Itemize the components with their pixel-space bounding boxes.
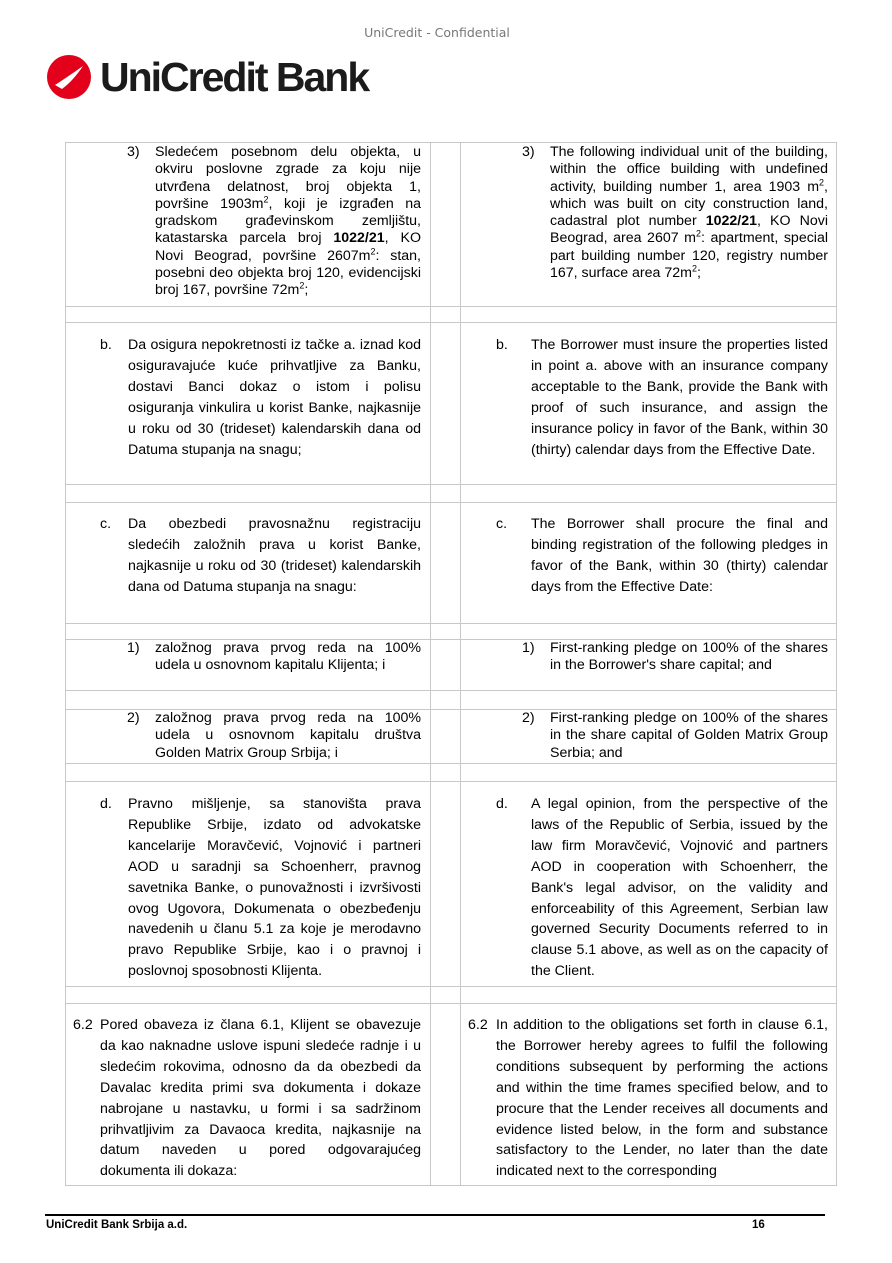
bilingual-table	[65, 142, 837, 1186]
sr-clause-3: 3) Sledećem posebnom delu objekta, u okviru poslovne zgrade za koju nije utvrđena delatnost, broj objekta 1, površine $1903m^2$, koji je izgrađen na gradskom građevinskom zemljištu, katastarska parcela broj 1022/21, KO Novi Beograd, površine $2607m^2$: stan, posebni deo objekta broj 120, evidencijski broj 167, površine $72m^2$;	[127, 144, 421, 299]
logo-text: UniCredit Bank	[100, 54, 369, 100]
sr-clause-6-2: 6.2 Pored obaveza iz člana 6.1, Klijent se obavezuje da kao naknadne uslove ispuni sledeće radnje i u sledećim rokovima, odnosno da da obezbedi da Davalac kredita primi sva dokumenta i dokaze nabrojane u nastavku, u formi i sa sadržinom prihvatljivim za Davaoca kredita, najkasnije na datum naveden u pored odgovarajućeg dokumenta ili dokaza:	[73, 1017, 421, 1180]
sr-pledge-2: 2) založnog prava prvog reda na 100% udela u osnovnom kapitalu društva Golden Matrix Group Srbija; i	[127, 710, 421, 761]
en-clause-3: 3) The following individual unit of the building, within the office building with undefined activity, building number 1, area 1903 $m^2$, which was built on city construction land, cadastral plot number 1022/21, KO Novi Beograd, area 2607 $m^2$: apartment, special part building number 120, registry number 167, surface area $72m^2$;	[522, 144, 829, 282]
en-pledge-2: 2) First-ranking pledge on 100% of the shares in the share capital of Golden Matrix Group Serbia; and	[522, 710, 828, 761]
bank-logo	[46, 54, 368, 100]
en-clause-d: d. A legal opinion, from the perspective of the laws of the Republic of Serbia, issued by the law firm Moravčević, Vojnović and partners AOD in cooperation with Schoenherr, the Bank's legal advisor, on the validity and enforceability of this Agreement, Serbian law governed Security Documents referred to in clause 5.1 above, as well as on the capacity of the Client.	[496, 796, 828, 980]
sr-clause-b: b. Da osigura nepokretnosti iz tačke a. iznad kod osiguravajuće kuće prihvatljive za Banku, dostavi Banci dokaz o istom i polisu osiguranja vinkulira u korist Banke, najkasnije u roku od 30 (trideset) kalendarskih dana od Datuma stupanja na snagu;	[100, 337, 421, 458]
confidential-label: UniCredit - Confidential	[364, 25, 510, 40]
sr-clause-c: c. Da obezbedi pravosnažnu registraciju sledećih založnih prava u korist Banke, najkasnije u roku od 30 (trideset) kalendarskih dana od Datuma stupanja na snagu:	[100, 516, 421, 595]
footer-divider	[45, 1214, 825, 1216]
en-clause-b: b. The Borrower must insure the properties listed in point a. above with an insurance company acceptable to the Bank, provide the Bank with proof of such insurance, and assign the insurance policy in favor of the Bank, within 30 (thirty) calendar days from the Effective Date.	[496, 337, 828, 458]
en-clause-6-2: 6.2 In addition to the obligations set forth in clause 6.1, the Borrower hereby agrees to fulfil the following conditions subsequent by performing the actions and within the time frames specified below, and to procure that the Lender receives all documents and evidence listed below, in the form and substance satisfactory to the Lender, no later than the date indicated next to the corresponding	[468, 1017, 828, 1180]
en-clause-c: c. The Borrower shall procure the final and binding registration of the following pledges in favor of the Bank, within 30 (thirty) calendar days from the Effective Date:	[496, 516, 828, 595]
sr-pledge-1: 1) založnog prava prvog reda na 100% udela u osnovnom kapitalu Klijenta; i	[127, 640, 421, 674]
page-number: 16	[752, 1219, 765, 1231]
en-pledge-1: 1) First-ranking pledge on 100% of the shares in the Borrower's share capital; and	[522, 640, 828, 674]
sr-clause-d: d. Pravno mišljenje, sa stanovišta prava Republike Srbije, izdato od advokatske kancelarije Moravčević, Vojnović i partneri AOD u saradnji sa Schoenherr, pravnog savetnika Banke, o punovažnosti i izvršivosti ovog Ugovora, Dokumenata o obezbeđenju navedenih u članu 5.1 za koje je merodavno pravo Republike Srbije, kao i o pravnoj i poslovnoj sposobnosti Klijenta.	[100, 796, 421, 980]
footer-company: UniCredit Bank Srbija a.d.	[46, 1219, 188, 1231]
unicredit-logo-icon	[46, 54, 92, 100]
